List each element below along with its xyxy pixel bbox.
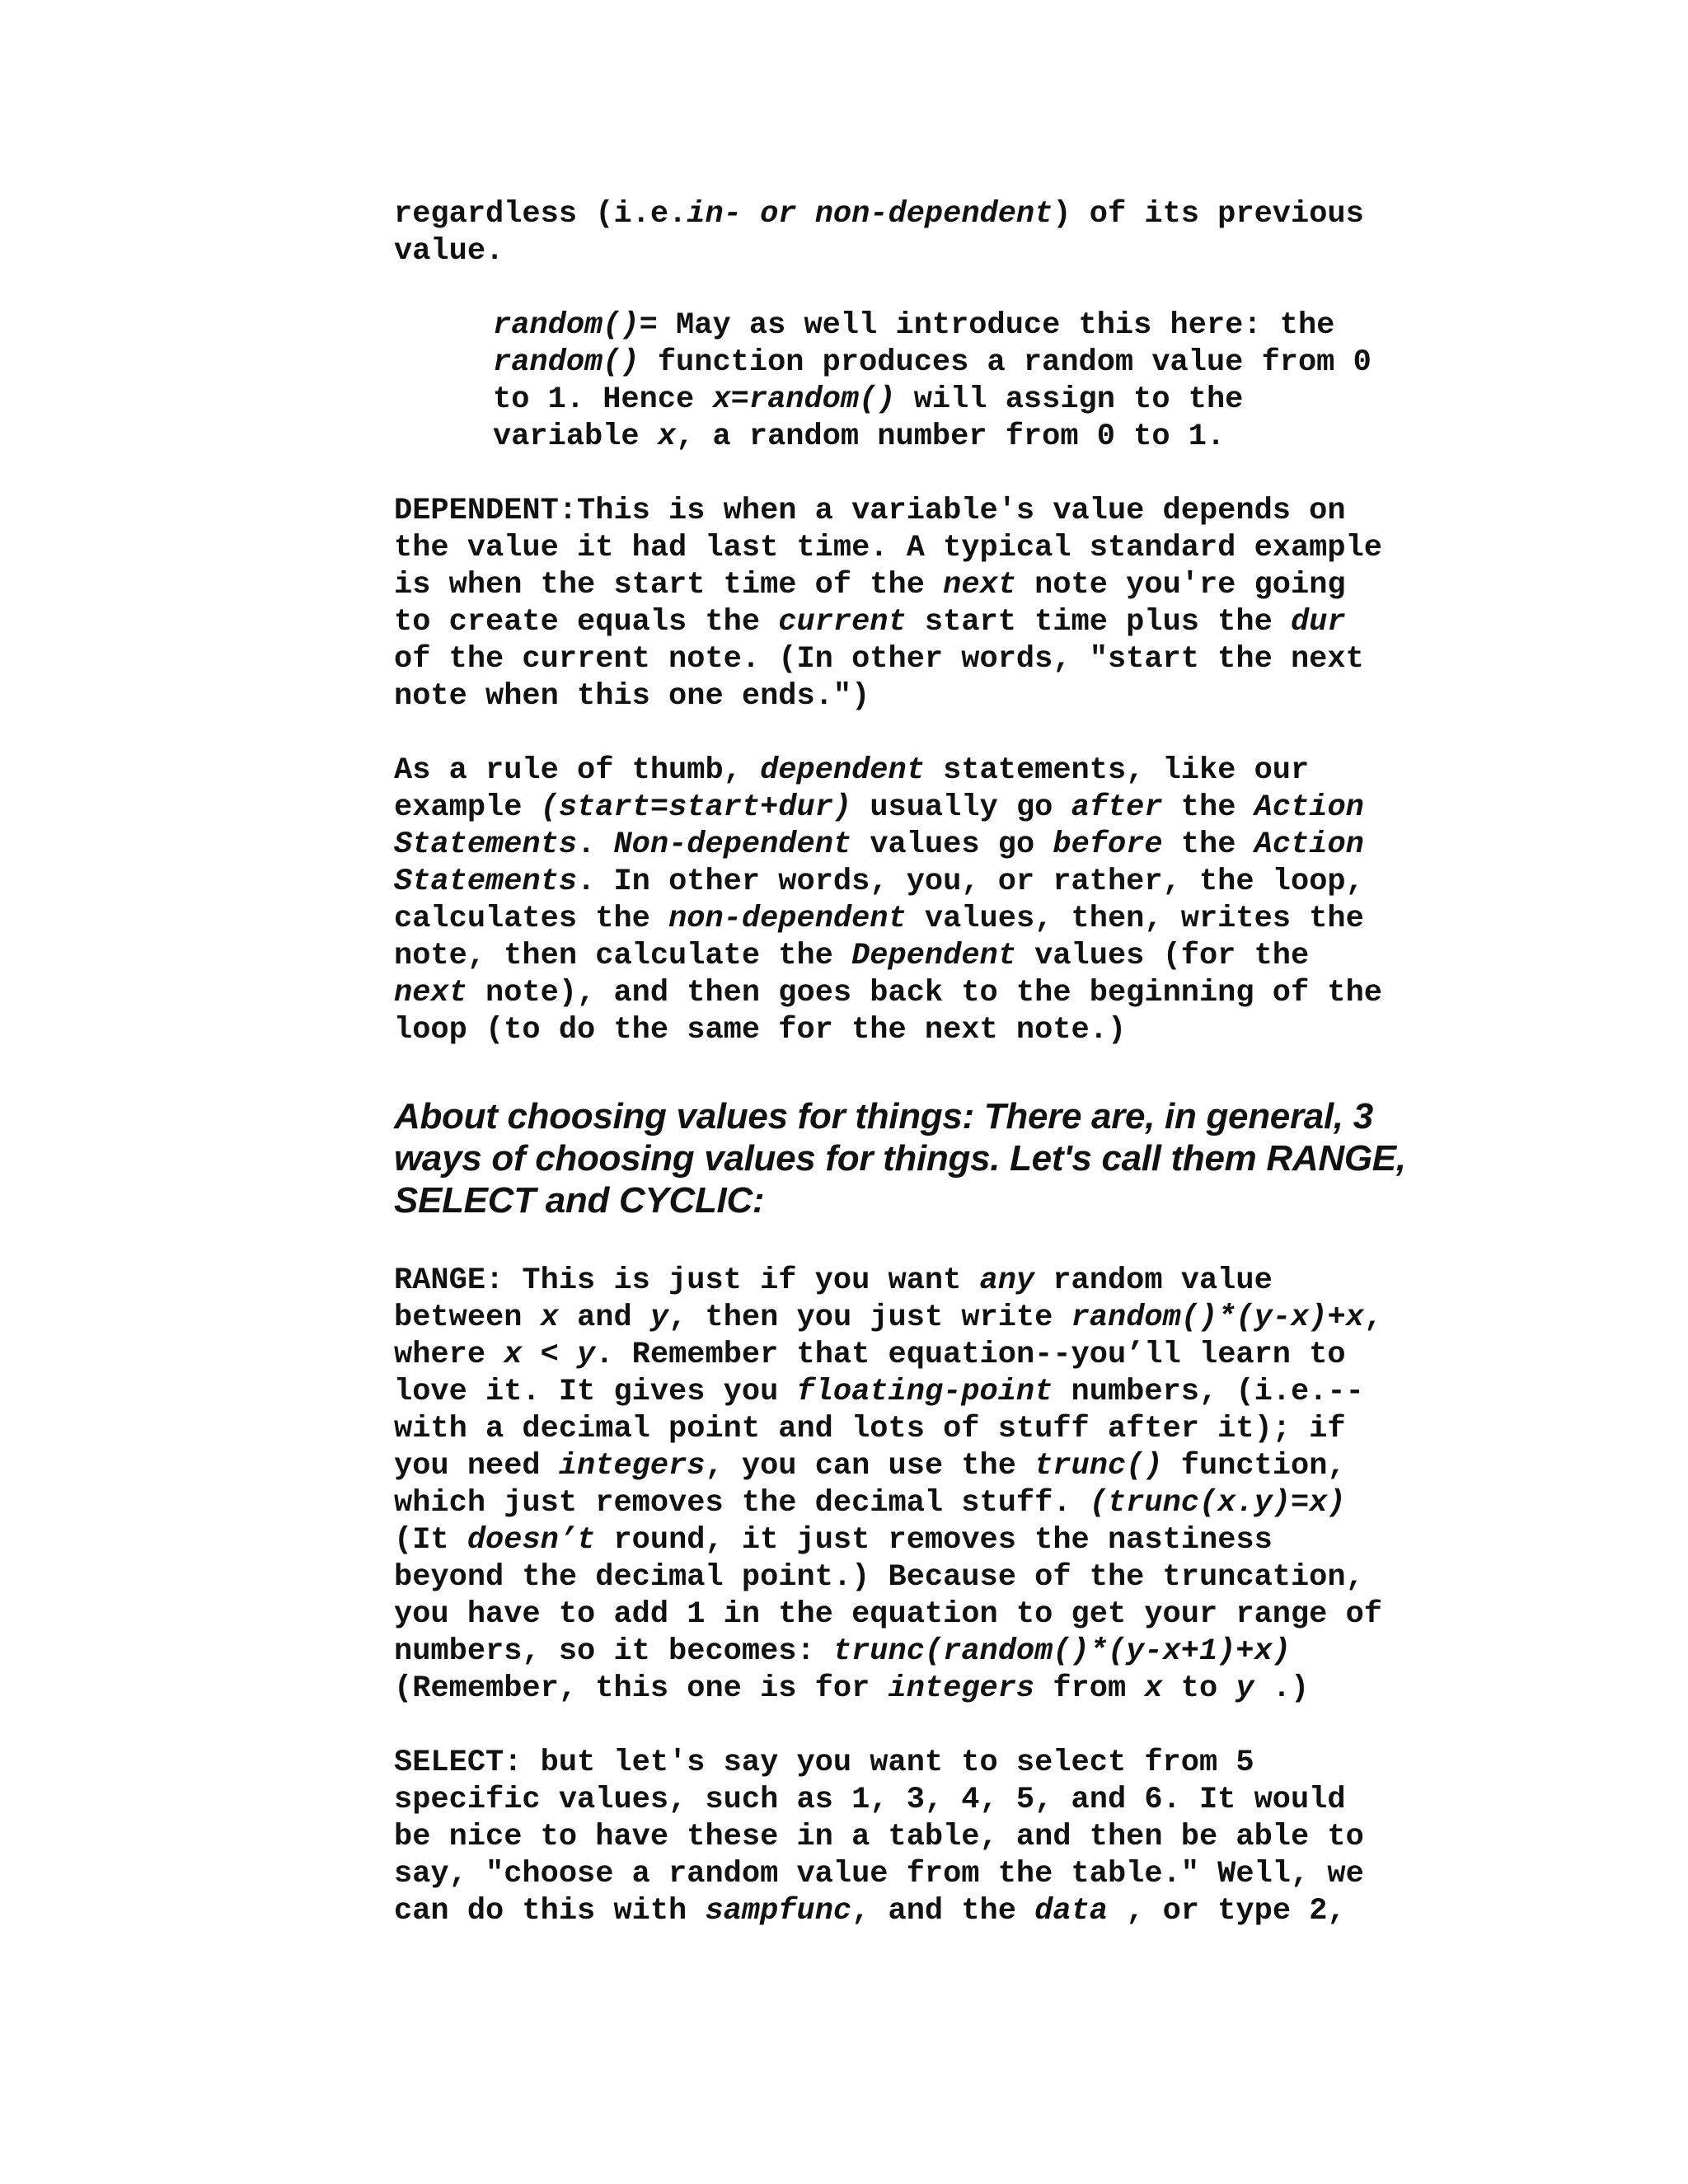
text-line: random()= May as well introduce this here: the bbox=[493, 308, 1335, 343]
text-line: regardless (i.e.in- or non-dependent) of its previous bbox=[394, 197, 1364, 232]
text-line: you need integers, you can use the trunc() function, bbox=[394, 1449, 1346, 1483]
heading-line: About choosing values for things: There are, in general, 3 bbox=[394, 1096, 1373, 1137]
text-line: next note), and then goes back to the beginning of the bbox=[394, 976, 1383, 1010]
text-line: note when this one ends.") bbox=[394, 679, 870, 714]
text-line: to create equals the current start time plus the dur bbox=[394, 605, 1346, 640]
text-line: SELECT: but let's say you want to select from 5 bbox=[394, 1746, 1254, 1780]
text-line: with a decimal point and lots of stuff after it); if bbox=[394, 1412, 1346, 1446]
text-line: is when the start time of the next note you're going bbox=[394, 568, 1346, 602]
text-line: love it. It gives you floating-point numbers, (i.e.-- bbox=[394, 1375, 1364, 1409]
text-line: (It doesn’t round, it just removes the nastiness bbox=[394, 1523, 1273, 1558]
text-line: be nice to have these in a table, and then be able to bbox=[394, 1820, 1364, 1854]
section-heading bbox=[394, 1095, 1498, 1221]
paragraph-random-function bbox=[493, 307, 1498, 456]
text-line: you have to add 1 in the equation to get your range of bbox=[394, 1597, 1382, 1632]
text-line: can do this with sampfunc, and the data , or type 2, bbox=[394, 1894, 1346, 1929]
text-line: DEPENDENT:This is when a variable's value depends on bbox=[394, 494, 1346, 528]
text-line: Statements. In other words, you, or rather, the loop, bbox=[394, 865, 1364, 899]
heading-line: SELECT and CYCLIC: bbox=[394, 1180, 765, 1221]
text-line: RANGE: This is just if you want any random value bbox=[394, 1263, 1273, 1298]
spacer bbox=[394, 1708, 1498, 1745]
text-line: example (start=start+dur) usually go after the Action bbox=[394, 790, 1364, 825]
text-line: where x < y. Remember that equation--you’ll learn to bbox=[394, 1338, 1346, 1372]
paragraph-range bbox=[394, 1263, 1498, 1708]
heading-line: ways of choosing values for things. Let's call them RANGE, bbox=[394, 1138, 1406, 1179]
paragraph-rule-of-thumb bbox=[394, 752, 1498, 1049]
text-line: say, "choose a random value from the table." Well, we bbox=[394, 1857, 1364, 1891]
spacer bbox=[394, 456, 1498, 493]
text-line: As a rule of thumb, dependent statements, like our bbox=[394, 753, 1310, 788]
text-line: the value it had last time. A typical standard example bbox=[394, 531, 1382, 565]
text-line: calculates the non-dependent values, then, writes the bbox=[394, 902, 1364, 936]
text-line: (Remember, this one is for integers from x to y .) bbox=[394, 1671, 1310, 1706]
spacer bbox=[394, 715, 1498, 752]
text-line: random() function produces a random value from 0 bbox=[493, 345, 1372, 380]
paragraph-select bbox=[394, 1745, 1498, 1930]
text-line: Statements. Non-dependent values go before the Action bbox=[394, 827, 1364, 862]
spacer bbox=[394, 1049, 1498, 1095]
text-line: which just removes the decimal stuff. (trunc(x.y)=x) bbox=[394, 1486, 1346, 1521]
paragraph-independent bbox=[394, 196, 1498, 270]
text-line: specific values, such as 1, 3, 4, 5, and 6. It would bbox=[394, 1783, 1346, 1817]
text-line: value. bbox=[394, 234, 504, 269]
text-line: loop (to do the same for the next note.) bbox=[394, 1013, 1127, 1047]
text-line: between x and y, then you just write random()*(y-x)+x, bbox=[394, 1301, 1383, 1335]
page-content bbox=[394, 196, 1498, 1930]
text-line: numbers, so it becomes: trunc(random()*(y-x+1)+x) bbox=[394, 1634, 1291, 1669]
text-line: note, then calculate the Dependent values (for the bbox=[394, 939, 1310, 973]
paragraph-dependent bbox=[394, 493, 1498, 715]
text-line: variable x, a random number from 0 to 1. bbox=[493, 419, 1226, 454]
text-line: of the current note. (In other words, "start the next bbox=[394, 642, 1364, 677]
spacer bbox=[394, 1221, 1498, 1263]
spacer bbox=[394, 270, 1498, 307]
text-line: to 1. Hence x=random() will assign to the bbox=[493, 382, 1244, 417]
text-line: beyond the decimal point.) Because of the truncation, bbox=[394, 1560, 1364, 1595]
